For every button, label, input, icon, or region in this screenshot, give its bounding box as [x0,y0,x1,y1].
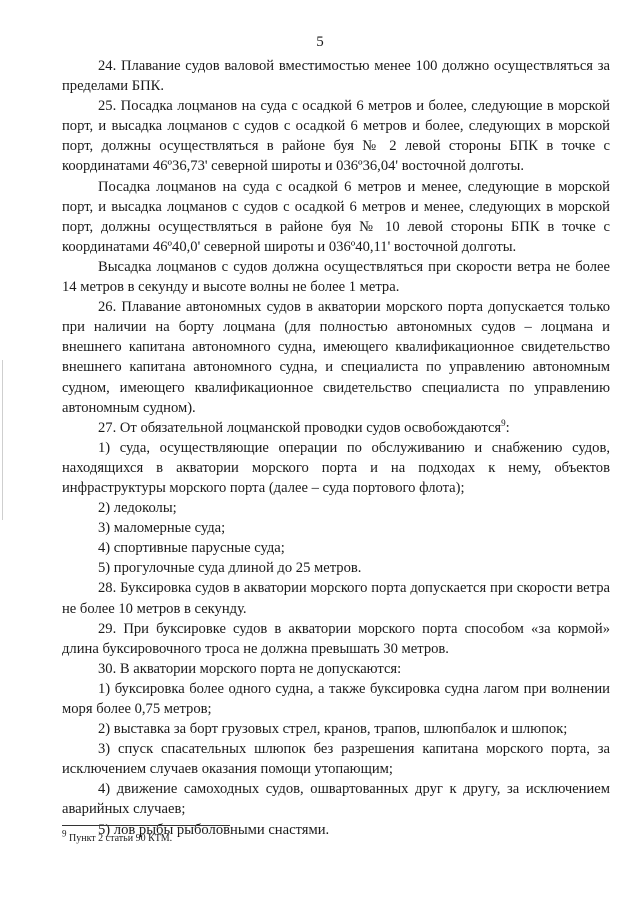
paragraph-27 [62,418,610,438]
paragraph-24: 24. Плавание судов валовой вместимостью менее 100 должно осуществляться за пределами БПК. [62,58,610,95]
paragraph-27-item-5: 5) прогулочные суда длиной до 25 метров. [98,560,362,577]
paragraph-30-item-5: 5) лов рыбы рыболовными снастями. [98,821,330,838]
paragraph-30: 30. В акватории морского порта не допускаются: [98,660,402,677]
paragraph-30-item-1: 1) буксировка более одного судна, а также буксировка судна лагом при волнении моря более 0,75 метров; [62,680,610,717]
footnote-text: Пункт 2 статьи 90 КТМ. [66,833,173,844]
paragraph-30-item-3: 3) спуск спасательных шлюпок без разрешения капитана морского порта, за исключением случаев оказания помощи утопающим; [62,741,610,778]
paragraph-28: 28. Буксировка судов в акватории морского порта допускается при скорости ветра не более 10 метров в секунду. [62,580,610,617]
paragraph-29: 29. При буксировке судов в акватории морского порта способом «за кормой» длина буксировочного троса не должна превышать 30 метров. [62,620,610,657]
document-body [62,56,610,840]
paragraph-27-text: 27. От обязательной лоцманской проводки судов освобождаются [98,419,502,436]
footnote-divider [62,825,230,826]
paragraph-30-item-2: 2) выставка за борт грузовых стрел, кранов, трапов, шлюпбалок и шлюпок; [98,721,568,738]
footnote-ref: 9 [501,417,506,428]
scan-edge-mark [2,360,3,520]
footnote-marker: 9 [62,828,67,839]
page-number: 5 [316,34,324,50]
paragraph-26: 26. Плавание автономных судов в акватории морского порта допускается только при наличии на борту лоцмана (для полностью автономных судов – лоцмана и внешнего капитана автономного судна, имеющего квалификационное свидетельство внешнего капитана автономного судна, и специалиста по управлению автономным судном, имеющего квалификационное свидетельство специалиста по управлению автономным судном). [62,299,610,416]
paragraph-25: 25. Посадка лоцманов на суда с осадкой 6 метров и более, следующие в морской порт, и высадка лоцманов с судов с осадкой 6 метров и более, следующих в морской порт, должны осуществляться в районе буя № 2 левой стороны БПК в точке с координатами 46º36,73' северной широты и 036º36,04' восточной долготы. [62,98,610,175]
paragraph-25-cont-2: Высадка лоцманов с судов должна осуществляться при скорости ветра не более 14 метров в секунду и высоте волны не более 1 метра. [62,258,610,296]
paragraph-27-item-2: 2) ледоколы; [98,500,177,517]
paragraph-27-colon: : [505,419,510,436]
paragraph-25-cont-1: Посадка лоцманов на суда с осадкой 6 метров и менее, следующие в морской порт, и высадка лоцманов с судов с осадкой 6 метров и менее, следующих в морской порт, должны осуществляться в районе буя № 10 левой стороны БПК в точке с координатами 46º40,0' северной широты и 036º40,11' восточной долготы. [62,178,610,255]
paragraph-30-item-4: 4) движение самоходных судов, ошвартованных друг к другу, за исключением аварийных случаев; [62,781,610,818]
paragraph-27-item-1: 1) суда, осуществляющие операции по обслуживанию и снабжению судов, находящихся в акватории морского порта и на подходах к нему, объектов инфраструктуры морского порта (далее – суда портового флота); [62,439,610,496]
paragraph-27-item-4: 4) спортивные парусные суда; [98,540,285,557]
paragraph-27-item-3: 3) маломерные суда; [98,520,226,537]
